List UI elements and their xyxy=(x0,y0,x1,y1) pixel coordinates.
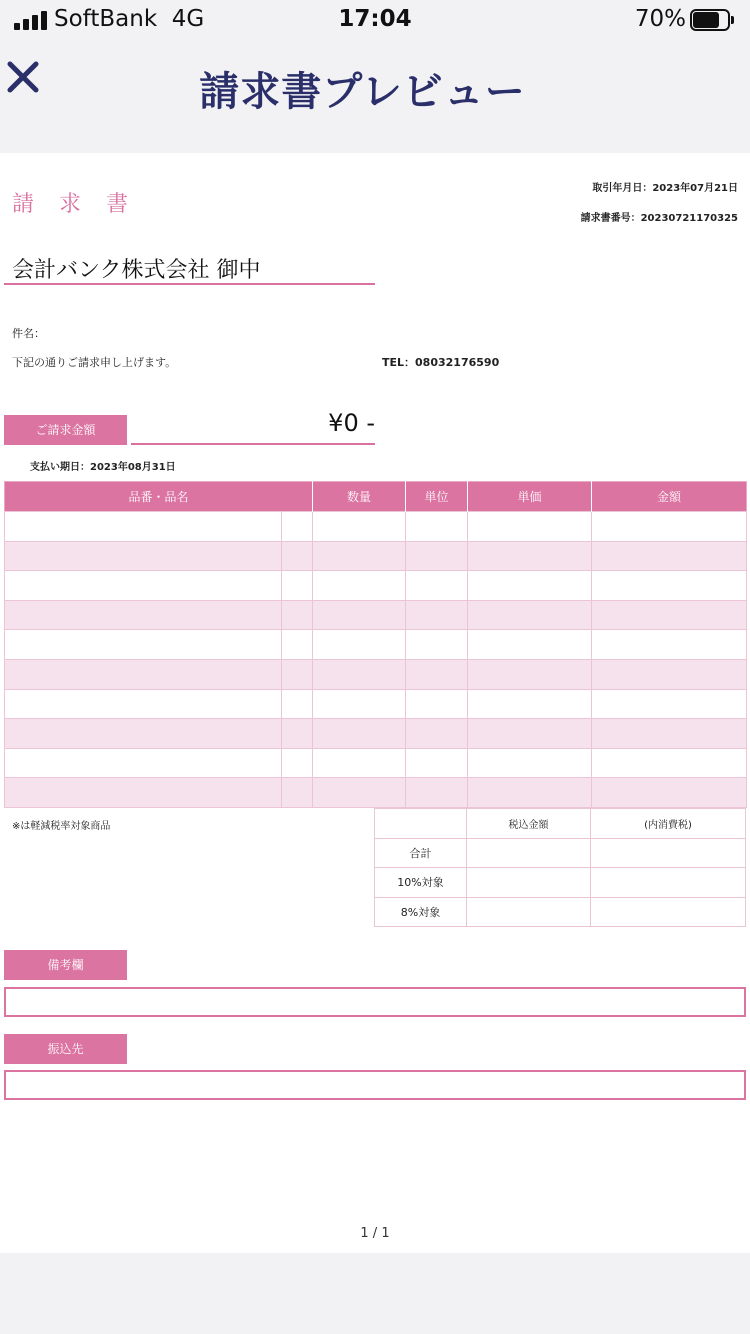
totals-row-label: 10%対象 xyxy=(375,868,467,898)
column-header: 数量 xyxy=(313,482,406,512)
table-cell xyxy=(313,571,406,601)
tel-number: TEL：08032176590 xyxy=(382,356,500,369)
totals-header: (内消費税) xyxy=(591,809,746,839)
totals-row xyxy=(375,868,746,898)
table-row xyxy=(5,748,747,778)
table-cell xyxy=(468,719,592,749)
request-message: 下記の通りご請求申し上げます。 xyxy=(12,356,177,369)
invoice-title: 請 求 書 xyxy=(12,192,137,217)
column-header: 品番・品名 xyxy=(5,482,313,512)
table-cell xyxy=(282,659,313,689)
totals-header: 税込金額 xyxy=(467,809,591,839)
nav-bar xyxy=(0,40,750,153)
table-cell xyxy=(592,630,747,660)
table-cell xyxy=(468,748,592,778)
table-cell xyxy=(282,600,313,630)
table-cell xyxy=(406,512,468,542)
table-cell xyxy=(313,512,406,542)
totals-row-label: 8%対象 xyxy=(375,897,467,927)
bank-label: 振込先 xyxy=(4,1034,127,1064)
table-cell xyxy=(5,719,282,749)
totals-empty-cell xyxy=(375,809,467,839)
table-cell xyxy=(468,600,592,630)
table-cell xyxy=(282,571,313,601)
table-cell xyxy=(592,659,747,689)
table-cell xyxy=(313,541,406,571)
status-time: 17:04 xyxy=(338,6,412,32)
client-underline xyxy=(4,283,375,285)
page-number: 1 / 1 xyxy=(360,1226,390,1241)
table-cell xyxy=(406,630,468,660)
table-row xyxy=(5,512,747,542)
table-row xyxy=(5,659,747,689)
table-cell xyxy=(282,748,313,778)
table-cell xyxy=(406,600,468,630)
table-cell xyxy=(282,778,313,808)
due-date: 支払い期日：2023年08月31日 xyxy=(30,462,176,473)
transaction-date: 取引年月日：2023年07月21日 xyxy=(592,183,738,194)
remarks-box xyxy=(4,987,746,1017)
items-table xyxy=(4,481,747,808)
table-cell xyxy=(468,541,592,571)
table-cell xyxy=(592,719,747,749)
table-cell xyxy=(313,600,406,630)
table-cell xyxy=(5,748,282,778)
items-header-row xyxy=(5,482,747,512)
table-cell xyxy=(406,571,468,601)
table-row xyxy=(5,571,747,601)
table-cell xyxy=(282,689,313,719)
column-header: 単価 xyxy=(468,482,592,512)
table-cell xyxy=(592,778,747,808)
subject-label: 件名： xyxy=(12,327,45,340)
table-cell xyxy=(5,778,282,808)
table-cell xyxy=(468,571,592,601)
table-cell xyxy=(592,689,747,719)
table-cell xyxy=(5,630,282,660)
table-cell xyxy=(282,719,313,749)
table-cell xyxy=(5,659,282,689)
table-cell xyxy=(5,541,282,571)
totals-header-row xyxy=(375,809,746,839)
table-cell xyxy=(313,719,406,749)
table-cell xyxy=(406,541,468,571)
table-cell xyxy=(313,748,406,778)
table-cell xyxy=(5,600,282,630)
table-cell xyxy=(282,512,313,542)
table-row xyxy=(5,600,747,630)
table-cell xyxy=(406,778,468,808)
table-cell xyxy=(313,630,406,660)
battery-percent: 70% xyxy=(634,6,686,32)
amount-underline xyxy=(131,443,375,445)
remarks-label: 備考欄 xyxy=(4,950,127,980)
column-header: 金額 xyxy=(592,482,747,512)
table-cell xyxy=(313,689,406,719)
table-cell xyxy=(282,630,313,660)
table-cell xyxy=(468,512,592,542)
table-cell xyxy=(282,541,313,571)
reduced-tax-note: ※は軽減税率対象商品 xyxy=(12,821,111,832)
table-cell xyxy=(5,571,282,601)
table-cell xyxy=(406,659,468,689)
table-cell xyxy=(313,659,406,689)
table-cell xyxy=(592,512,747,542)
table-cell xyxy=(406,748,468,778)
table-cell xyxy=(468,689,592,719)
client-name: 会計バンク株式会社 御中 xyxy=(12,258,261,283)
table-cell xyxy=(406,689,468,719)
amount-label: ご請求金額 xyxy=(4,415,127,445)
table-cell xyxy=(592,571,747,601)
table-row xyxy=(5,778,747,808)
totals-row xyxy=(375,838,746,868)
table-cell xyxy=(592,748,747,778)
table-cell xyxy=(468,630,592,660)
table-cell xyxy=(468,659,592,689)
carrier-label: SoftBank 4G xyxy=(54,6,205,32)
totals-table xyxy=(374,808,746,927)
table-cell xyxy=(592,541,747,571)
invoice-number: 請求書番号：20230721170325 xyxy=(580,213,738,224)
table-row xyxy=(5,689,747,719)
table-row xyxy=(5,630,747,660)
invoice-preview xyxy=(0,153,750,1253)
column-header: 単位 xyxy=(406,482,468,512)
table-cell xyxy=(468,778,592,808)
invoice-amount: ¥0 - xyxy=(328,409,375,437)
status-bar xyxy=(0,0,750,40)
table-cell xyxy=(313,778,406,808)
battery-icon xyxy=(690,9,734,31)
table-cell xyxy=(5,689,282,719)
table-cell xyxy=(592,600,747,630)
totals-row-label: 合計 xyxy=(375,838,467,868)
table-cell xyxy=(5,512,282,542)
table-row xyxy=(5,541,747,571)
totals-row xyxy=(375,897,746,927)
bank-box xyxy=(4,1070,746,1100)
table-row xyxy=(5,719,747,749)
page-title: 請求書プレビュー xyxy=(199,69,526,115)
table-cell xyxy=(406,719,468,749)
